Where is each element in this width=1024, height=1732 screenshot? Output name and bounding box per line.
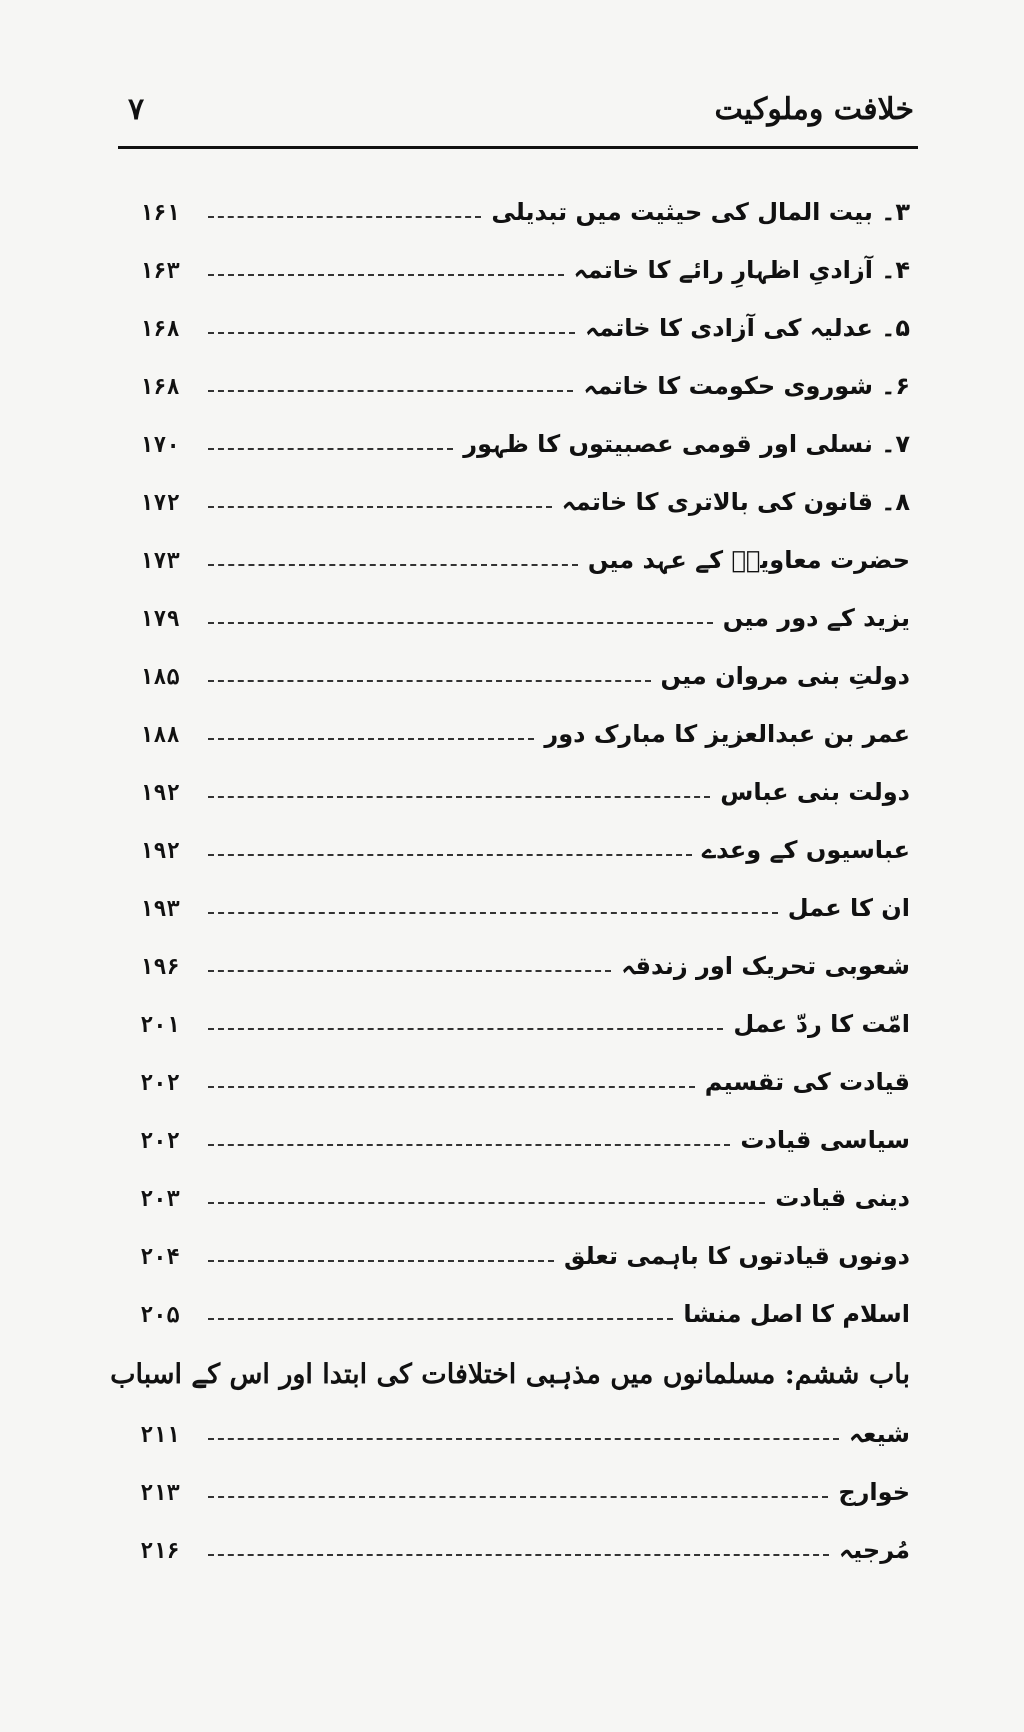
toc-entry — [140, 1448, 910, 1506]
toc-entry-page: ۱۷۰ — [140, 433, 180, 458]
toc-entry-page: ۲۱۱ — [140, 1423, 180, 1448]
toc-entry — [140, 1096, 910, 1154]
dot-leader — [208, 332, 575, 334]
toc-entry-title: اسلام کا اصل منشا — [683, 1300, 910, 1328]
dot-leader — [208, 680, 651, 682]
toc-entry — [140, 1506, 910, 1564]
toc-entry-page: ۱۹۶ — [140, 955, 180, 980]
toc-entry-page: ۱۷۹ — [140, 607, 180, 632]
dot-leader — [208, 796, 710, 798]
toc-entry — [140, 226, 910, 284]
toc-entry-title: مُرجیہ — [839, 1536, 910, 1564]
toc-entry-page: ۲۰۱ — [140, 1013, 180, 1038]
toc-entry-page: ۱۷۳ — [140, 549, 180, 574]
toc-entry — [140, 168, 910, 226]
toc-entry-page: ۱۸۵ — [140, 665, 180, 690]
toc-entry — [140, 1154, 910, 1212]
toc-entry-page: ۱۷۲ — [140, 491, 180, 516]
dot-leader — [208, 854, 692, 856]
toc-entry-title: سیاسی قیادت — [740, 1126, 910, 1154]
dot-leader — [208, 970, 611, 972]
toc-entry-title: دونوں قیادتوں کا باہمی تعلق — [564, 1242, 910, 1270]
toc-entry-page: ۱۶۱ — [140, 201, 180, 226]
toc-entry — [140, 1038, 910, 1096]
toc-entry-title: ۳۔ بیت المال کی حیثیت میں تبدیلی — [491, 198, 910, 226]
toc-entry — [140, 632, 910, 690]
toc-entry — [140, 922, 910, 980]
dot-leader — [208, 738, 534, 740]
toc-entry — [140, 748, 910, 806]
dot-leader — [208, 216, 481, 218]
toc-entry-page: ۲۰۲ — [140, 1129, 180, 1154]
dot-leader — [208, 622, 713, 624]
toc-entry-title: ۴۔ آزادیِ اظہارِ رائے کا خاتمہ — [573, 256, 910, 284]
toc-entry — [140, 574, 910, 632]
dot-leader — [208, 1028, 723, 1030]
toc-entry — [140, 516, 910, 574]
toc-entry — [140, 980, 910, 1038]
running-title: خلافت وملوکیت — [714, 92, 914, 127]
toc-entry-title: امّت کا ردّ عمل — [733, 1010, 910, 1038]
toc-entry-page: ۱۹۲ — [140, 781, 180, 806]
toc-entry-title: ۵۔ عدلیہ کی آزادی کا خاتمہ — [585, 314, 910, 342]
toc-entry-page: ۱۶۸ — [140, 317, 180, 342]
toc-entry-page: ۱۶۸ — [140, 375, 180, 400]
toc-entry-title: یزید کے دور میں — [722, 604, 910, 632]
dot-leader — [208, 448, 453, 450]
toc-section-after — [140, 1390, 910, 1564]
toc-entry-title: شیعہ — [848, 1420, 910, 1448]
toc-entry-page: ۱۸۸ — [140, 723, 180, 748]
table-of-contents — [110, 168, 910, 1564]
toc-entry — [140, 690, 910, 748]
toc-entry — [140, 284, 910, 342]
dot-leader — [208, 274, 564, 276]
dot-leader — [208, 1318, 673, 1320]
toc-entry-title: ان کا عمل — [787, 894, 910, 922]
toc-entry — [140, 806, 910, 864]
toc-entry-title: دینی قیادت — [775, 1184, 910, 1212]
toc-entry-title: ۷۔ نسلی اور قومی عصبیتوں کا ظہور — [463, 430, 910, 458]
header-rule — [118, 146, 918, 149]
toc-entry-title: ۸۔ قانون کی بالاتری کا خاتمہ — [561, 488, 910, 516]
toc-entry-title: عباسیوں کے وعدے — [701, 836, 910, 864]
toc-entry-page: ۲۰۲ — [140, 1071, 180, 1096]
toc-entry-title: ۶۔ شوروی حکومت کا خاتمہ — [583, 372, 910, 400]
toc-entry-title: خوارج — [838, 1478, 910, 1506]
dot-leader — [208, 1496, 828, 1498]
dot-leader — [208, 1438, 839, 1440]
toc-entry — [140, 1270, 910, 1328]
toc-entry-title: حضرت معاویہؓ کے عہد میں — [587, 546, 910, 574]
toc-entry — [140, 458, 910, 516]
toc-entry-title: شعوبی تحریک اور زندقہ — [621, 952, 910, 980]
dot-leader — [208, 912, 778, 914]
toc-entry-page: ۲۰۴ — [140, 1245, 180, 1270]
dot-leader — [208, 390, 573, 392]
dot-leader — [208, 1260, 554, 1262]
toc-entry — [140, 864, 910, 922]
toc-entry-page: ۱۹۲ — [140, 839, 180, 864]
dot-leader — [208, 1202, 765, 1204]
dot-leader — [208, 1554, 829, 1556]
toc-entry-page: ۲۰۳ — [140, 1187, 180, 1212]
page-number: ۷ — [128, 92, 145, 127]
toc-entry-page: ۲۱۶ — [140, 1539, 180, 1564]
toc-entry — [140, 342, 910, 400]
dot-leader — [208, 1086, 695, 1088]
toc-entry-page: ۱۶۳ — [140, 259, 180, 284]
dot-leader — [208, 506, 552, 508]
toc-entry — [140, 1390, 910, 1448]
dot-leader — [208, 564, 578, 566]
chapter-heading: باب ششم: مسلمانوں میں مذہبی اختلافات کی ابتدا اور اس کے اسباب — [110, 1359, 910, 1390]
toc-entry — [140, 400, 910, 458]
toc-entry-title: عمر بن عبدالعزیز کا مبارک دور — [544, 720, 910, 748]
toc-entry-title: قیادت کی تقسیم — [704, 1068, 910, 1096]
dot-leader — [208, 1144, 730, 1146]
toc-entry — [140, 1212, 910, 1270]
toc-section-before — [140, 168, 910, 1328]
toc-entry-title: دولت بنی عباس — [720, 778, 910, 806]
toc-entry-title: دولتِ بنی مروان میں — [660, 662, 910, 690]
toc-entry-page: ۱۹۳ — [140, 897, 180, 922]
toc-entry-page: ۲۰۵ — [140, 1303, 180, 1328]
toc-entry-page: ۲۱۳ — [140, 1481, 180, 1506]
